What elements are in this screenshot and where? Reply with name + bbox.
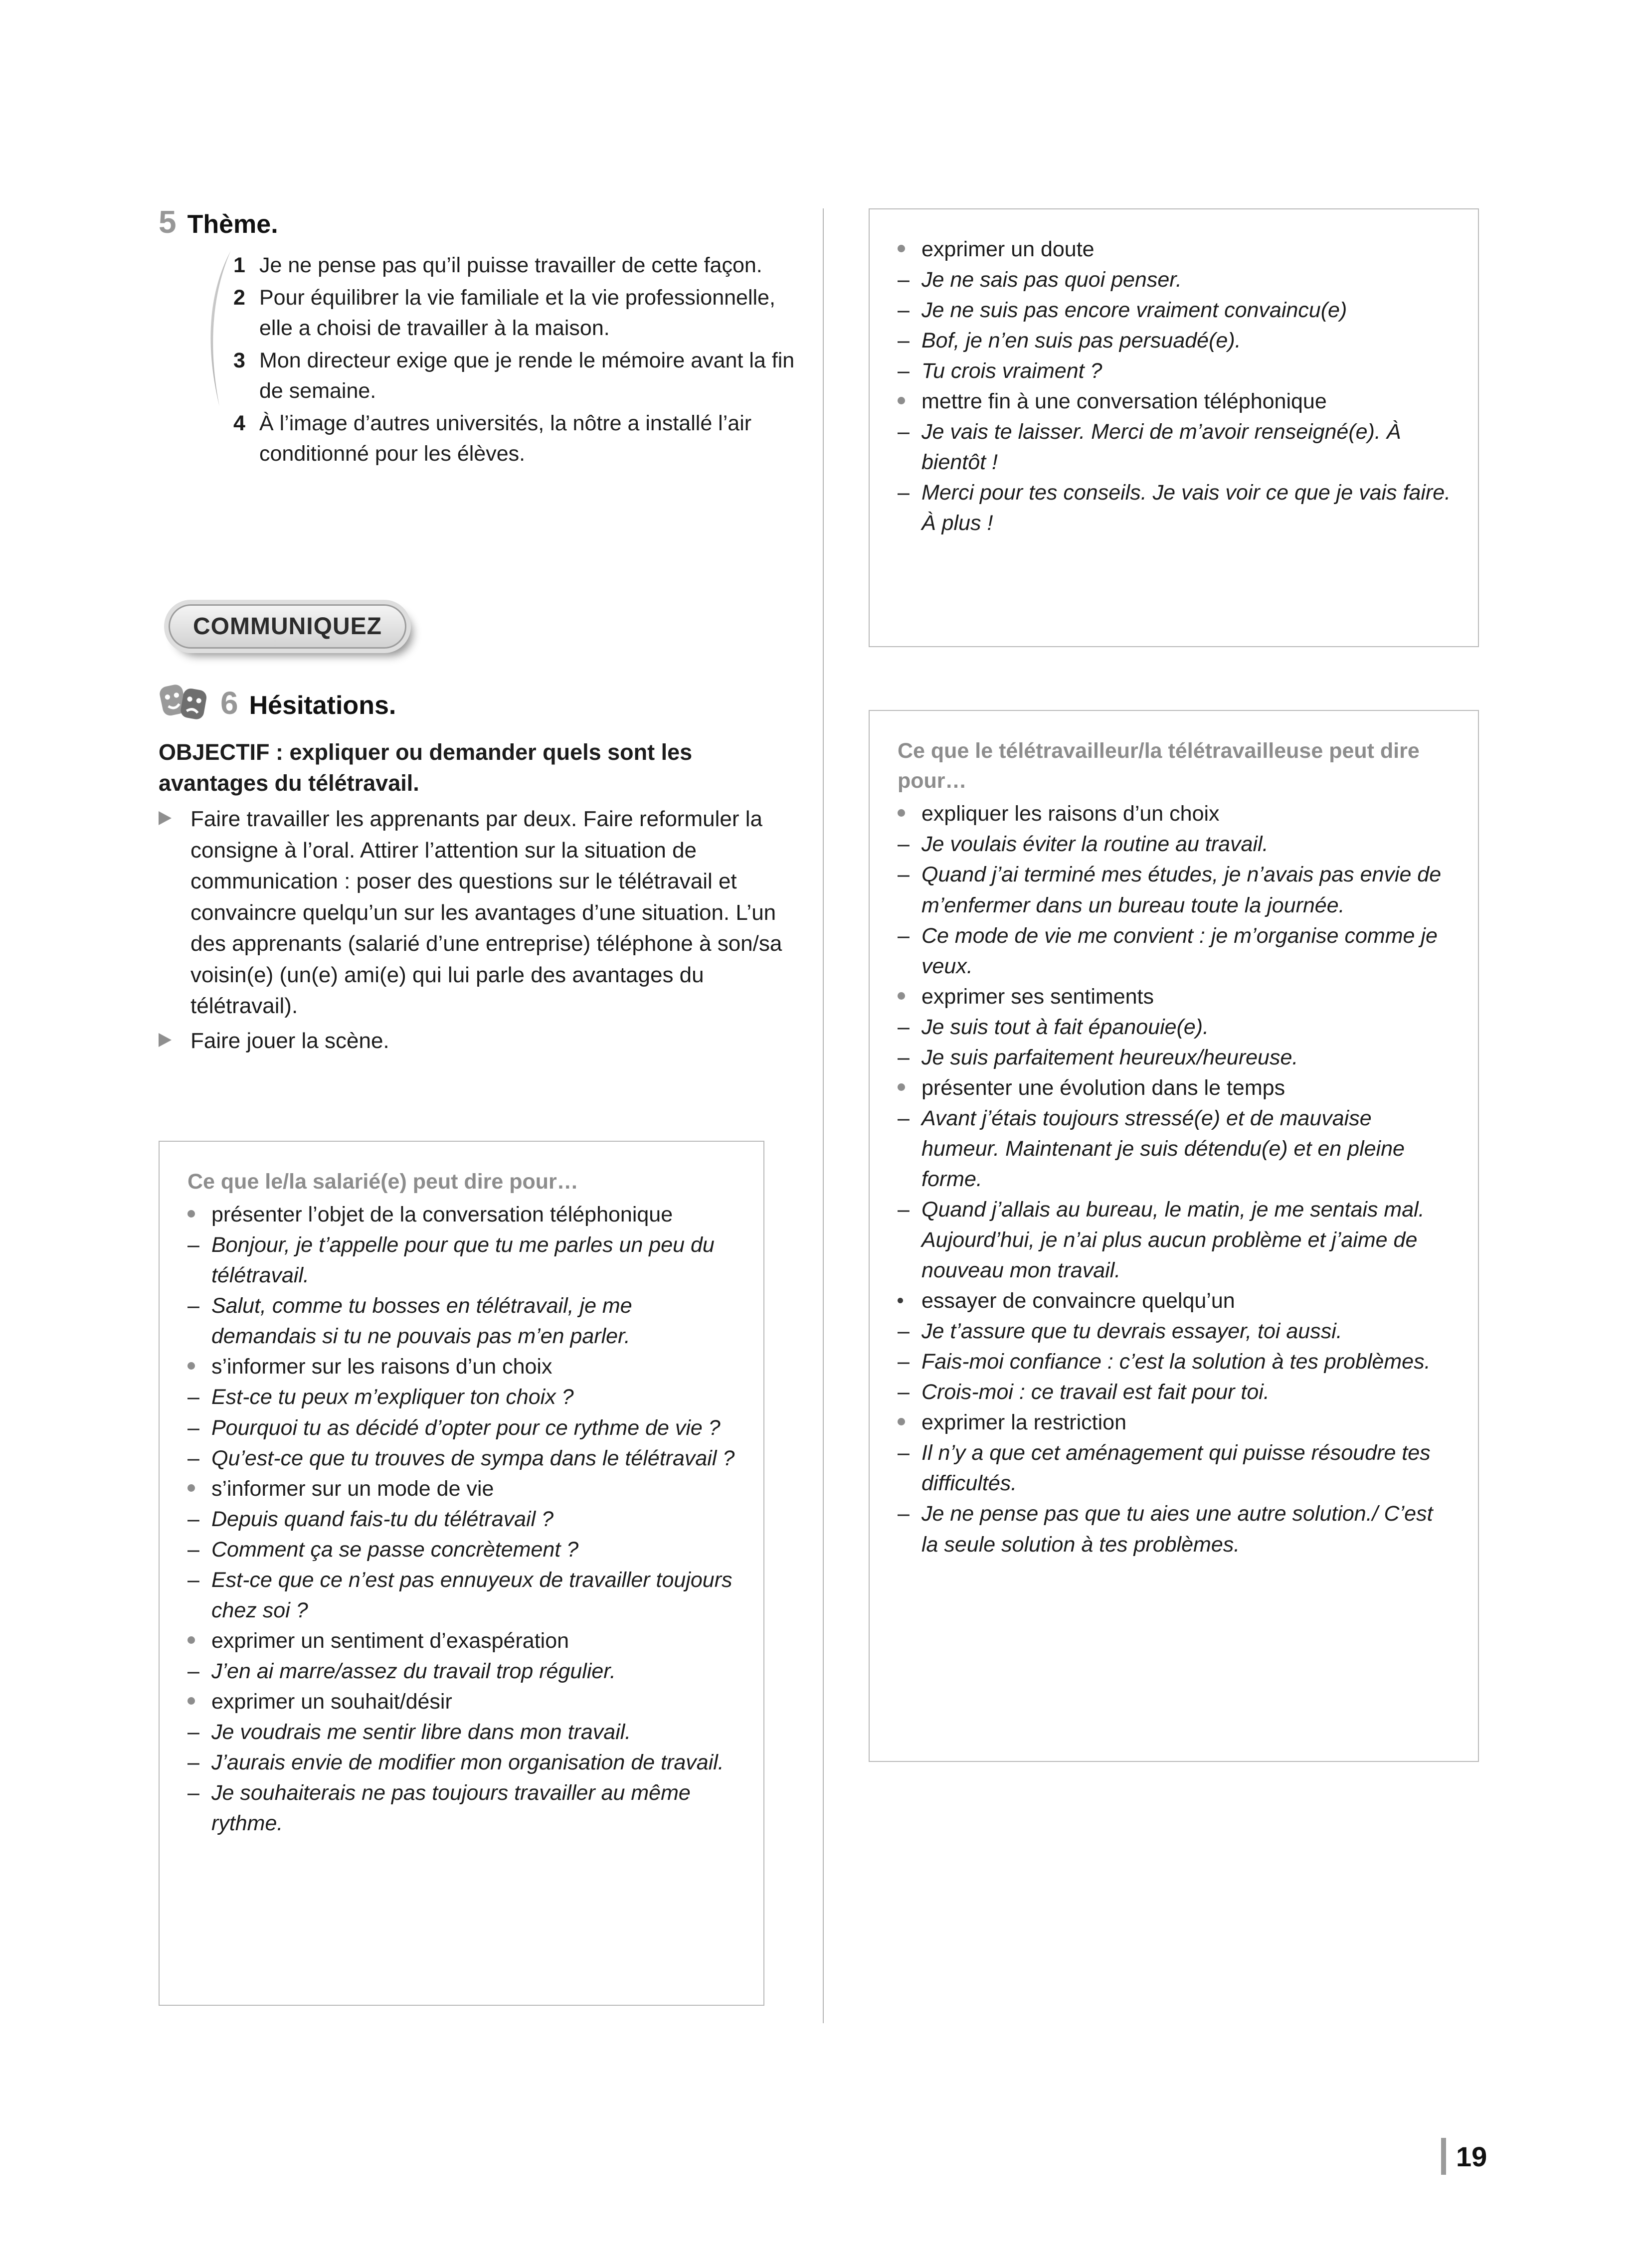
dash-marker: – — [898, 1319, 910, 1344]
phrase-line — [187, 1717, 736, 1747]
phrase-line — [898, 1012, 1451, 1043]
item-text: Est-ce que ce n’est pas ennuyeux de travailler toujours chez soi ? — [211, 1568, 732, 1622]
instruction-paragraph — [159, 804, 802, 1022]
bullet-icon — [187, 1697, 195, 1705]
phrase-line — [187, 1687, 736, 1717]
item-text: Quand j’allais au bureau, le matin, je me sentais mal. Aujourd’hui, je n’ai plus aucun problème et j’aime de nouveau mon travail. — [921, 1197, 1425, 1283]
bullet-icon — [898, 1418, 905, 1425]
item-number: 1 — [233, 253, 245, 277]
dash-marker: – — [187, 1446, 199, 1470]
phrase-line — [898, 1043, 1451, 1073]
dash-marker: – — [898, 1441, 910, 1465]
bullet-icon — [898, 809, 905, 817]
phrase-line — [898, 295, 1451, 326]
phrase-line — [898, 1073, 1451, 1103]
item-text: Je suis parfaitement heureux/heureuse. — [921, 1045, 1298, 1069]
dash-marker: – — [187, 1294, 199, 1318]
dash-marker: – — [898, 1197, 910, 1221]
item-number: 3 — [233, 349, 245, 373]
item-text: s’informer sur un mode de vie — [211, 1476, 494, 1501]
theater-masks-icon — [159, 682, 209, 724]
phrase-line — [187, 1535, 736, 1565]
dash-marker: – — [898, 329, 910, 353]
phrase-line — [898, 1407, 1451, 1438]
item-text: Il n’y a que cet aménagement qui puisse résoudre tes difficultés. — [921, 1441, 1431, 1496]
bullet-icon — [898, 992, 905, 1000]
item-text: Je voudrais me sentir libre dans mon travail. — [211, 1720, 631, 1744]
item-text: Fais-moi confiance : c’est la solution à tes problèmes. — [921, 1350, 1431, 1374]
phrase-line — [898, 860, 1451, 920]
phrase-line — [898, 1347, 1451, 1377]
phrase-line — [898, 326, 1451, 356]
dash-marker: – — [898, 298, 910, 323]
column-divider — [823, 208, 824, 2023]
item-text: Comment ça se passe concrètement ? — [211, 1537, 579, 1562]
item-text: Ce mode de vie me convient : je m’organise comme je veux. — [921, 923, 1438, 978]
phrase-line — [898, 1286, 1451, 1316]
phrase-line — [898, 1103, 1451, 1195]
dash-marker: – — [898, 268, 910, 292]
section-hesitations-heading — [159, 682, 807, 724]
item-number: 2 — [233, 286, 245, 310]
phrase-line — [898, 1377, 1451, 1407]
section-theme — [159, 203, 817, 471]
phrase-line — [187, 1656, 736, 1687]
dash-marker: – — [898, 1350, 910, 1374]
item-text: expliquer les raisons d’un choix — [921, 802, 1220, 826]
dash-marker: – — [187, 1720, 199, 1744]
footer-bar — [1441, 2138, 1446, 2175]
item-text: Est-ce tu peux m’expliquer ton choix ? — [211, 1385, 574, 1409]
bullet-icon — [898, 397, 905, 404]
phrase-line — [898, 1438, 1451, 1499]
item-text: Qu’est-ce que tu trouves de sympa dans le télétravail ? — [211, 1446, 735, 1470]
item-text: Quand j’ai terminé mes études, je n’avais pas envie de m’enfermer dans un bureau toute la journée. — [921, 863, 1442, 917]
dash-marker: – — [187, 1537, 199, 1562]
phrase-line — [187, 1291, 736, 1352]
phrase-line — [187, 1443, 736, 1474]
decorative-quote-icon — [202, 249, 235, 408]
objective-text: OBJECTIF : expliquer ou demander quels sont les avantages du télétravail. — [159, 739, 693, 796]
dash-marker: – — [187, 1385, 199, 1409]
page-number: 19 — [1456, 2140, 1487, 2172]
section-title: Thème. — [187, 210, 278, 239]
item-text: Je ne pense pas qu’il puisse travailler de cette façon. — [259, 253, 762, 277]
phrase-line — [898, 417, 1451, 478]
item-text: Faire travailler les apprenants par deux. Faire reformuler la consigne à l’oral. Attirer l’attention sur la situation de communication : poser des questions sur le télétravail et convaincre quelqu’un sur les avantages d’une situation. L’un des apprenants (salarié d’une entreprise) téléphone à son/sa voisin(e) (un(e) ami(e) qui lui parle des avantages du télétravail). — [190, 807, 782, 1018]
phrase-line — [898, 921, 1451, 982]
bullet-icon — [898, 1083, 905, 1091]
phrase-line — [898, 829, 1451, 860]
phrase-line — [898, 799, 1451, 829]
phrase-line — [898, 1316, 1451, 1347]
item-text: Je t’assure que tu devrais essayer, toi aussi. — [921, 1319, 1342, 1344]
item-text: exprimer un sentiment d’exaspération — [211, 1628, 569, 1653]
item-text: Avant j’étais toujours stressé(e) et de mauvaise humeur. Maintenant je suis détendu(e) et en pleine forme. — [921, 1106, 1405, 1191]
dash-marker: – — [187, 1750, 199, 1775]
phrases-box-title: Ce que le télétravailleur/la télétravailleuse peut dire pour… — [898, 739, 1420, 793]
section-title: Hésitations. — [249, 691, 396, 720]
dash-marker: – — [187, 1507, 199, 1531]
bullet-icon — [898, 245, 905, 252]
phrase-line — [187, 1778, 736, 1839]
phrases-box-salarie — [159, 1141, 764, 2006]
bullet-icon — [898, 1298, 903, 1303]
item-text: mettre fin à une conversation téléphonique — [921, 389, 1327, 414]
phrase-line — [898, 982, 1451, 1012]
dash-marker: – — [898, 1502, 910, 1526]
section-theme-heading — [159, 203, 817, 240]
phrases-box-teletravailleur — [869, 710, 1479, 1762]
phrases-list — [187, 1200, 736, 1839]
item-text: Depuis quand fais-tu du télétravail ? — [211, 1507, 554, 1531]
item-text: Je vais te laisser. Merci de m’avoir renseigné(e). À bientôt ! — [921, 420, 1401, 475]
item-text: s’informer sur les raisons d’un choix — [211, 1355, 552, 1379]
item-text: Salut, comme tu bosses en télétravail, je me demandais si tu ne pouvais pas m’en parler. — [211, 1294, 632, 1349]
item-text: Je ne suis pas encore vraiment convaincu(e) — [921, 298, 1347, 323]
theme-sentence-list — [233, 250, 812, 469]
communiquez-badge-wrap — [169, 604, 406, 649]
item-text: exprimer un doute — [921, 237, 1095, 261]
item-text: exprimer un souhait/désir — [211, 1689, 452, 1714]
phrase-line — [898, 1499, 1451, 1560]
dash-marker: – — [898, 1045, 910, 1069]
dash-marker: – — [898, 832, 910, 857]
phrases-list — [898, 799, 1451, 1560]
phrase-line — [898, 386, 1451, 417]
dash-marker: – — [187, 1415, 199, 1440]
arrow-icon — [159, 1033, 172, 1047]
phrases-list — [898, 234, 1451, 538]
phrase-line — [187, 1382, 736, 1412]
phrase-line — [187, 1413, 736, 1443]
section-hesitations — [159, 682, 807, 1057]
phrase-line — [187, 1504, 736, 1535]
bullet-icon — [187, 1636, 195, 1644]
theme-sentence — [233, 283, 812, 344]
teacher-instructions — [159, 804, 802, 1057]
item-text: Je suis tout à fait épanouie(e). — [921, 1015, 1209, 1039]
phrase-line — [898, 1195, 1451, 1286]
dash-marker: – — [187, 1659, 199, 1683]
dash-marker: – — [898, 1106, 910, 1130]
item-number: 4 — [233, 411, 245, 436]
phrase-line — [898, 356, 1451, 386]
item-text: J’en ai marre/assez du travail trop régulier. — [211, 1659, 616, 1683]
instruction-paragraph — [159, 1026, 802, 1056]
dash-marker: – — [187, 1781, 199, 1805]
communiquez-badge: COMMUNIQUEZ — [169, 604, 406, 649]
section-number: 5 — [159, 204, 177, 240]
phrase-line — [898, 265, 1451, 295]
item-text: présenter l’objet de la conversation téléphonique — [211, 1203, 673, 1227]
dash-marker: – — [898, 863, 910, 887]
item-text: Pourquoi tu as décidé d’opter pour ce rythme de vie ? — [211, 1415, 721, 1440]
phrase-line — [187, 1474, 736, 1504]
item-text: J’aurais envie de modifier mon organisation de travail. — [211, 1750, 724, 1775]
section-number: 6 — [220, 685, 238, 721]
item-text: Je ne sais pas quoi penser. — [921, 268, 1182, 292]
phrase-line — [898, 234, 1451, 265]
phrase-line — [898, 478, 1451, 538]
item-text: présenter une évolution dans le temps — [921, 1075, 1285, 1100]
phrase-line — [187, 1352, 736, 1382]
bullet-icon — [187, 1210, 195, 1218]
item-text: exprimer la restriction — [921, 1410, 1126, 1435]
theme-sentence — [233, 346, 812, 406]
phrases-box-title: Ce que le/la salarié(e) peut dire pour… — [187, 1170, 578, 1194]
dash-marker: – — [898, 923, 910, 948]
item-text: Pour équilibrer la vie familiale et la vie professionnelle, elle a choisi de travailler à la maison. — [259, 286, 775, 341]
dash-marker: – — [898, 481, 910, 505]
phrases-box-doute — [869, 208, 1479, 647]
theme-sentence — [233, 250, 812, 281]
bullet-icon — [187, 1484, 195, 1492]
item-text: Bof, je n’en suis pas persuadé(e). — [921, 329, 1241, 353]
phrase-line — [187, 1626, 736, 1656]
phrase-line — [187, 1565, 736, 1626]
theme-sentence — [233, 408, 812, 469]
phrase-line — [187, 1200, 736, 1230]
arrow-icon — [159, 811, 172, 825]
bullet-icon — [187, 1362, 195, 1370]
phrase-line — [187, 1230, 736, 1291]
item-text: Je ne pense pas que tu aies une autre solution./ C’est la seule solution à tes problèmes. — [921, 1502, 1433, 1557]
dash-marker: – — [187, 1233, 199, 1257]
phrase-line — [187, 1747, 736, 1778]
item-text: Merci pour tes conseils. Je vais voir ce que je vais faire. À plus ! — [921, 481, 1451, 535]
item-text: Bonjour, je t’appelle pour que tu me parles un peu du télétravail. — [211, 1233, 715, 1288]
dash-marker: – — [898, 420, 910, 444]
page-footer — [1441, 2138, 1487, 2175]
item-text: Mon directeur exige que je rende le mémoire avant la fin de semaine. — [259, 349, 795, 403]
dash-marker: – — [187, 1568, 199, 1592]
dash-marker: – — [898, 359, 910, 383]
item-text: exprimer ses sentiments — [921, 984, 1154, 1009]
item-text: Je souhaiterais ne pas toujours travailler au même rythme. — [211, 1781, 691, 1836]
item-text: À l’image d’autres universités, la nôtre a installé l’air conditionné pour les élèves. — [259, 411, 752, 466]
dash-marker: – — [898, 1380, 910, 1404]
item-text: Faire jouer la scène. — [190, 1029, 389, 1053]
item-text: essayer de convaincre quelqu’un — [921, 1289, 1235, 1313]
item-text: Crois-moi : ce travail est fait pour toi. — [921, 1380, 1270, 1404]
item-text: Je voulais éviter la routine au travail. — [921, 832, 1269, 857]
item-text: Tu crois vraiment ? — [921, 359, 1102, 383]
dash-marker: – — [898, 1015, 910, 1039]
